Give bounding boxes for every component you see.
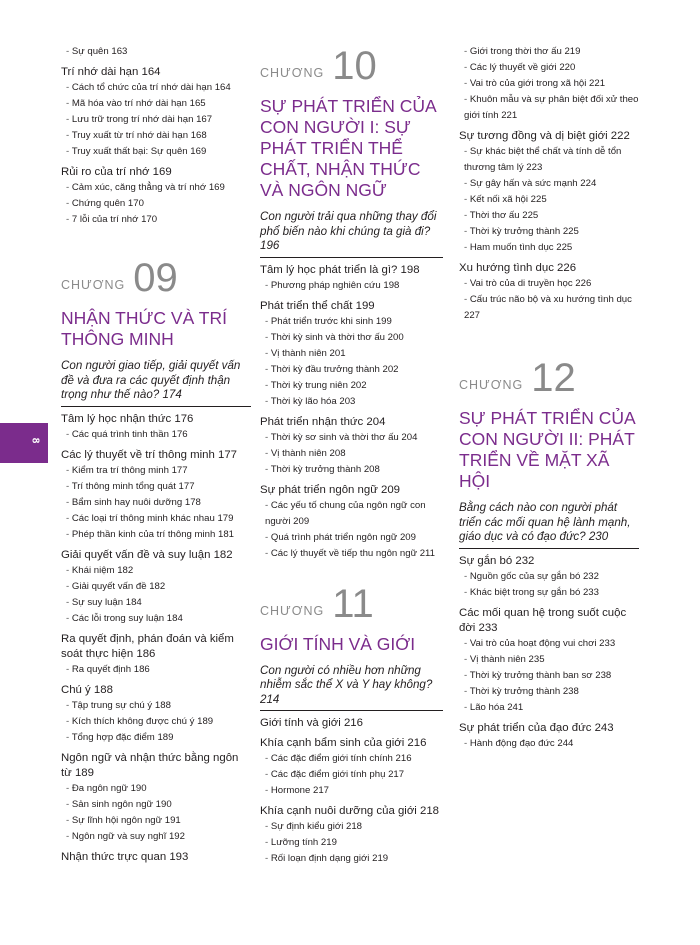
toc-section-title: Các lý thuyết về trí thông minh 177: [61, 448, 238, 461]
toc-subentry: - Vị thành niên 201: [260, 346, 443, 362]
page-number: 8: [29, 437, 41, 444]
chapter-09-question: Con người giao tiếp, giải quyết vấn đề và đưa ra các quyết định thận trọng như thế nào? 174: [61, 359, 251, 407]
chapter-09: [61, 258, 251, 865]
toc-subentry: - Vị thành niên 208: [260, 446, 443, 462]
toc-subentry: - Sự định kiểu giới 218: [260, 819, 443, 835]
toc-subentry: - Các quá trình tinh thần 176: [61, 427, 251, 443]
toc-subentry: - Tổng hợp đặc điểm 189: [61, 730, 251, 746]
chapter-11-title: GIỚI TÍNH VÀ GIỚI: [260, 633, 416, 654]
chapter-09-label: [61, 258, 251, 298]
toc-section-title: Sự gắn bó 232: [459, 554, 535, 567]
toc-subentry: - Các lỗi trong suy luận 184: [61, 611, 251, 627]
toc-subentry: - Thời thơ ấu 225: [459, 208, 639, 224]
toc-section-title: Chú ý 188: [61, 683, 113, 696]
toc-section-title: Phát triển thể chất 199: [260, 299, 375, 312]
toc-subentry: - Lão hóa 241: [459, 700, 639, 716]
toc-subentry: - Phương pháp nghiên cứu 198: [260, 278, 443, 294]
toc-section-title: Xu hướng tình dục 226: [459, 262, 577, 274]
toc-section-title: Phát triển nhận thức 204: [260, 415, 386, 428]
chapter-10-label: [260, 46, 443, 86]
page-tab: [0, 423, 48, 463]
toc-column-2: [260, 46, 443, 867]
toc-subentry: - Rối loạn định dạng giới 219: [260, 851, 443, 867]
toc-section-title: Nhận thức trực quan 193: [61, 850, 189, 863]
chapter-word: CHƯƠNG: [61, 278, 126, 292]
toc-section-title: Khía cạnh bẩm sinh của giới 216: [260, 737, 427, 749]
toc-section-title: Rủi ro của trí nhớ 169: [61, 166, 172, 178]
toc-subentry: - Quá trình phát triển ngôn ngữ 209: [260, 530, 443, 546]
toc-section-title: Trí nhớ dài hạn 164: [61, 66, 161, 78]
toc-subentry: - Sản sinh ngôn ngữ 190: [61, 797, 251, 813]
toc-subentry: - Ham muốn tình dục 225: [459, 240, 639, 256]
chapter-11-label: [260, 581, 443, 626]
toc-section-title: Các mối quan hệ trong suốt cuộc đời 233: [459, 606, 627, 634]
toc-subentry: - Bẩm sinh hay nuôi dưỡng 178: [61, 495, 251, 511]
toc-column-1: [61, 44, 251, 865]
toc-subentry: - Giới trong thời thơ ấu 219: [459, 44, 639, 60]
toc-section-title: Khía cạnh nuôi dưỡng của giới 218: [260, 805, 439, 817]
toc-subentry: - Các lý thuyết về tiếp thu ngôn ngữ 211: [260, 546, 443, 562]
chapter-10-sections: [260, 263, 443, 562]
toc-subentry: - Sự suy luận 184: [61, 595, 251, 611]
toc-subentry: - Chứng quên 170: [61, 196, 251, 212]
chapter-number: 12: [531, 356, 576, 400]
toc-subentry: - Thời kỳ trung niên 202: [260, 378, 443, 394]
toc-subentry: - Vai trò của hoạt động vui chơi 233: [459, 636, 639, 652]
toc-section-title: Sự phát triển của đạo đức 243: [459, 721, 614, 734]
toc-subentry: - Thời kỳ sinh và thời thơ ấu 200: [260, 330, 443, 346]
toc-subentry: - Khác biệt trong sự gắn bó 233: [459, 585, 639, 601]
toc-subentry: - Cách tổ chức của trí nhớ dài hạn 164: [61, 80, 251, 96]
chapter-11-question: Con người có nhiều hơn những nhiễm sắc thể X và Y hay không? 214: [260, 664, 443, 712]
toc-subentry: - Thời kỳ trưởng thành ban sơ 238: [459, 668, 639, 684]
toc-subentry: - Ngôn ngữ và suy nghĩ 192: [61, 829, 251, 845]
chapter-11-sections: [260, 716, 443, 867]
toc-section-title: Ngôn ngữ và nhận thức bằng ngôn từ 189: [61, 751, 239, 779]
toc-subentry: - Vai trò của giới trong xã hội 221: [459, 76, 639, 92]
toc-subentry: - Các đặc điểm giới tính chính 216: [260, 751, 443, 767]
chapter-word: CHƯƠNG: [260, 603, 325, 618]
toc-subentry: - Thời kỳ đầu trưởng thành 202: [260, 362, 443, 378]
toc-subentry: - Khái niệm 182: [61, 563, 251, 579]
toc-section-title: Giới tính và giới 216: [260, 717, 363, 729]
col1-continued-sections: [61, 44, 251, 228]
toc-subentry: - Tập trung sự chú ý 188: [61, 698, 251, 714]
toc-section-title: Tâm lý học nhận thức 176: [61, 412, 194, 425]
toc-subentry: - Cảm xúc, căng thẳng và trí nhớ 169: [61, 180, 251, 196]
toc-subentry: - Sự lĩnh hội ngôn ngữ 191: [61, 813, 251, 829]
toc-subentry: - Các yếu tố chung của ngôn ngữ con người 209: [260, 498, 443, 530]
chapter-10: [260, 46, 443, 562]
chapter-10-question: Con người trải qua những thay đổi phổ biến nào khi chúng ta già đi? 196: [260, 210, 443, 258]
toc-subentry: - Các lý thuyết về giới 220: [459, 60, 639, 76]
toc-subentry: - Mã hóa vào trí nhớ dài hạn 165: [61, 96, 251, 112]
toc-subentry: - Các loại trí thông minh khác nhau 179: [61, 511, 251, 527]
chapter-11: [260, 581, 443, 868]
toc-subentry: - Truy xuất thất bại: Sự quên 169: [61, 144, 251, 160]
chapter-word: CHƯƠNG: [459, 378, 524, 392]
chapter-number: 09: [133, 256, 178, 300]
toc-subentry: - Hormone 217: [260, 783, 443, 799]
toc-section-title: Giải quyết vấn đề và suy luận 182: [61, 548, 233, 561]
chapter-09-sections: [61, 412, 251, 865]
toc-subentry: - Trí thông minh tổng quát 177: [61, 479, 251, 495]
chapter-12-sections: [459, 554, 639, 752]
chapter-number: 11: [332, 581, 374, 626]
toc-subentry: - Hành động đạo đức 244: [459, 736, 639, 752]
toc-subentry: - Nguồn gốc của sự gắn bó 232: [459, 569, 639, 585]
toc-section-title: Sự tương đồng và dị biệt giới 222: [459, 130, 630, 142]
toc-subentry: - Vai trò của di truyền học 226: [459, 276, 639, 292]
chapter-12: [459, 358, 639, 752]
toc-subentry: - Kiểm tra trí thông minh 177: [61, 463, 251, 479]
col3-continued-sections: [459, 44, 639, 324]
toc-section-title: Sự phát triển ngôn ngữ 209: [260, 483, 401, 496]
toc-subentry: - Ra quyết định 186: [61, 662, 251, 678]
toc-subentry: - Thời kỳ lão hóa 203: [260, 394, 443, 410]
toc-column-3: [459, 44, 639, 752]
chapter-10-title: SỰ PHÁT TRIỂN CỦA CON NGƯỜI I: SỰ PHÁT TRIỂN THỂ CHẤT, NHẬN THỨC VÀ NGÔN NGỮ: [260, 96, 436, 200]
chapter-12-question: Bằng cách nào con người phát triển các mối quan hệ lành mạnh, giáo dục và có đạo đức? 230: [459, 501, 639, 549]
chapter-12-title: SỰ PHÁT TRIỂN CỦA CON NGƯỜI II: PHÁT TRIỂN VỀ MẶT XÃ HỘI: [459, 408, 635, 491]
toc-subentry: - Kết nối xã hội 225: [459, 192, 639, 208]
toc-subentry: - Thời kỳ trưởng thành 225: [459, 224, 639, 240]
toc-subentry: - Cấu trúc não bộ và xu hướng tình dục 227: [459, 292, 639, 324]
toc-section-title: Tâm lý học phát triển là gì? 198: [260, 263, 420, 276]
chapter-12-label: [459, 358, 639, 398]
chapter-number: 10: [332, 44, 377, 88]
toc-subentry: - 7 lỗi của trí nhớ 170: [61, 212, 251, 228]
toc-subentry: - Phép thần kinh của trí thông minh 181: [61, 527, 251, 543]
toc-section-title: Ra quyết định, phán đoán và kiểm soát thực hiện 186: [61, 632, 234, 660]
toc-subentry: - Giải quyết vấn đề 182: [61, 579, 251, 595]
toc-subentry: - Lưỡng tính 219: [260, 835, 443, 851]
toc-subentry: - Kích thích không được chú ý 189: [61, 714, 251, 730]
toc-subentry: - Các đặc điểm giới tính phụ 217: [260, 767, 443, 783]
toc-subentry: - Sự quên 163: [61, 44, 251, 60]
toc-subentry: - Vị thành niên 235: [459, 652, 639, 668]
toc-subentry: - Thời kỳ sơ sinh và thời thơ ấu 204: [260, 430, 443, 446]
toc-subentry: - Phát triển trước khi sinh 199: [260, 314, 443, 330]
toc-subentry: - Lưu trữ trong trí nhớ dài hạn 167: [61, 112, 251, 128]
chapter-word: CHƯƠNG: [260, 66, 325, 80]
toc-subentry: - Truy xuất từ trí nhớ dài hạn 168: [61, 128, 251, 144]
toc-subentry: - Thời kỳ trưởng thành 208: [260, 462, 443, 478]
chapter-09-title: NHẬN THỨC VÀ TRÍ THÔNG MINH: [61, 308, 227, 349]
toc-subentry: - Thời kỳ trưởng thành 238: [459, 684, 639, 700]
toc-subentry: - Đa ngôn ngữ 190: [61, 781, 251, 797]
toc-subentry: - Sự gây hấn và sức mạnh 224: [459, 176, 639, 192]
toc-subentry: - Sự khác biệt thể chất và tính dễ tổn thương tâm lý 223: [459, 144, 639, 176]
toc-subentry: - Khuôn mẫu và sự phân biệt đối xử theo giới tính 221: [459, 92, 639, 124]
